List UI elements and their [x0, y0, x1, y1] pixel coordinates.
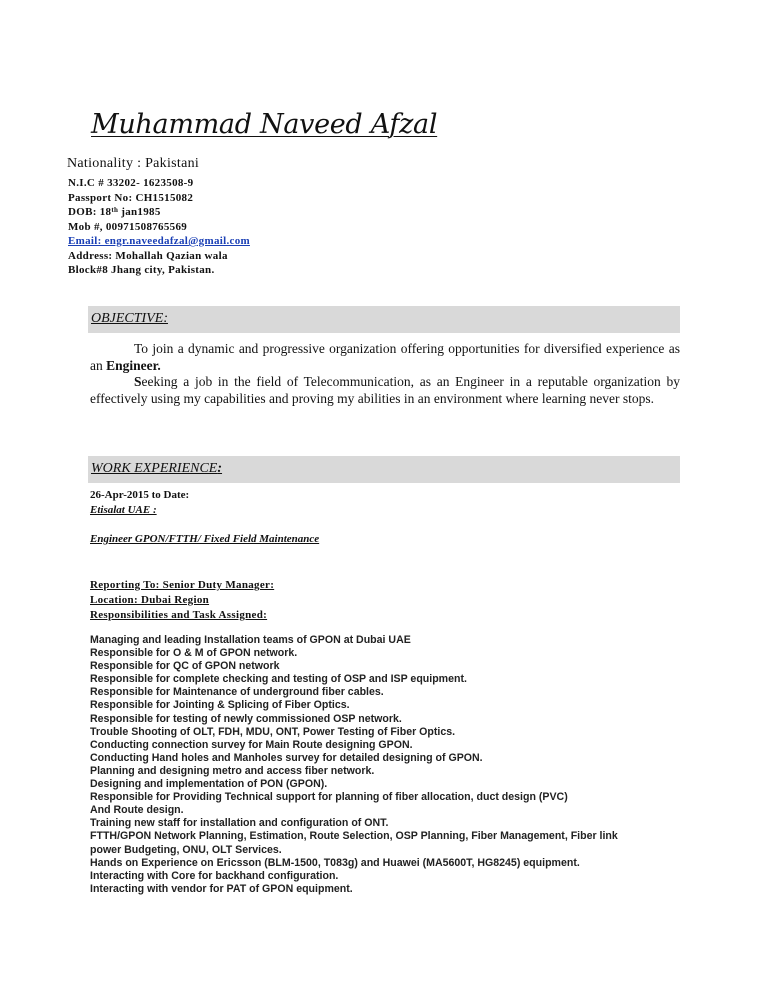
dob-sup: th — [111, 206, 119, 214]
candidate-name: Muhammad Naveed Afzal — [91, 109, 438, 140]
list-item: Trouble Shooting of OLT, FDH, MDU, ONT, Power Testing of Fiber Optics. — [90, 725, 456, 738]
email-row — [68, 234, 250, 249]
list-item: And Route design. — [90, 804, 184, 817]
passport: Passport No: CH1515082 — [68, 191, 194, 204]
list-item: Responsible for O & M of GPON network. — [90, 647, 298, 660]
work-heading-bar — [88, 456, 680, 483]
list-item: Conducting connection survey for Main Route designing GPON. — [90, 738, 413, 751]
work-heading — [91, 460, 222, 478]
objective-p2-bold: S — [134, 374, 142, 390]
nic: N.I.C # 33202- 1623508-9 — [68, 177, 194, 189]
objective-p1: To join a dynamic and progressive organization offering opportunities for diversified experience as an — [90, 341, 680, 373]
objective-heading: OBJECTIVE: — [91, 311, 168, 326]
list-item: Interacting with vendor for PAT of GPON equipment. — [90, 882, 353, 895]
responsibilities-heading: Responsibilities and Task Assigned: — [90, 609, 268, 621]
personal-details — [68, 176, 250, 278]
dob — [68, 205, 250, 220]
objective-p1-bold: Engineer. — [106, 357, 161, 373]
work-heading-colon: : — [217, 461, 223, 476]
email-link[interactable]: Email: engr.naveedafzal@gmail.com — [68, 235, 250, 247]
nationality: Nationality : Pakistani — [67, 156, 200, 171]
date-range: 26-Apr-2015 to Date: — [90, 489, 190, 501]
experience-block — [90, 488, 319, 623]
list-item: Training new staff for installation and configuration of ONT. — [90, 817, 389, 830]
list-item: Responsible for QC of GPON network — [90, 660, 280, 673]
list-item: Designing and implementation of PON (GPON). — [90, 778, 328, 791]
objective-p2: eeking a job in the field of Telecommunication, as an Engineer in a reputable organization by effectively using my capabilities and proving my abilities in an environment where learning never stops. — [90, 374, 680, 406]
dob-suffix: jan1985 — [118, 206, 161, 218]
location: Location: Dubai Region — [90, 594, 210, 606]
address-line-2: Block#8 Jhang city, Pakistan. — [68, 264, 215, 276]
list-item: Interacting with Core for backhand configuration. — [90, 869, 339, 882]
company: Etisalat UAE : — [90, 504, 157, 516]
list-item: power Budgeting, ONU, OLT Services. — [90, 843, 282, 856]
list-item: Responsible for Jointing & Splicing of Fiber Optics. — [90, 699, 350, 712]
list-item: Responsible for testing of newly commissioned OSP network. — [90, 712, 402, 725]
list-item: Responsible for Providing Technical support for planning of fiber allocation, duct design (PVC) — [90, 791, 568, 804]
list-item: Responsible for complete checking and testing of OSP and ISP equipment. — [90, 673, 467, 686]
list-item: Conducting Hand holes and Manholes survey for detailed designing of GPON. — [90, 751, 483, 764]
reporting-to: Reporting To: Senior Duty Manager: — [90, 579, 275, 591]
list-item: Planning and designing metro and access fiber network. — [90, 764, 375, 777]
mobile: Mob #, 00971508765569 — [68, 220, 188, 233]
responsibilities-list — [90, 634, 618, 896]
list-item: Managing and leading Installation teams of GPON at Dubai UAE — [90, 634, 411, 646]
list-item: Hands on Experience on Ericsson (BLM-1500, T083g) and Huawei (MA5600T, HG8245) equipment. — [90, 856, 580, 869]
dob-prefix: DOB: 18 — [68, 206, 112, 218]
work-heading-text: WORK EXPERIENCE — [91, 461, 218, 476]
job-title: Engineer GPON/FTTH/ Fixed Field Maintenance — [90, 533, 320, 545]
objective-text — [90, 341, 680, 407]
list-item: Responsible for Maintenance of underground fiber cables. — [90, 686, 384, 699]
list-item: FTTH/GPON Network Planning, Estimation, Route Selection, OSP Planning, Fiber Management, Fiber link — [90, 830, 618, 843]
objective-heading-bar — [88, 306, 680, 333]
address-line-1: Address: Mohallah Qazian wala — [68, 249, 228, 262]
